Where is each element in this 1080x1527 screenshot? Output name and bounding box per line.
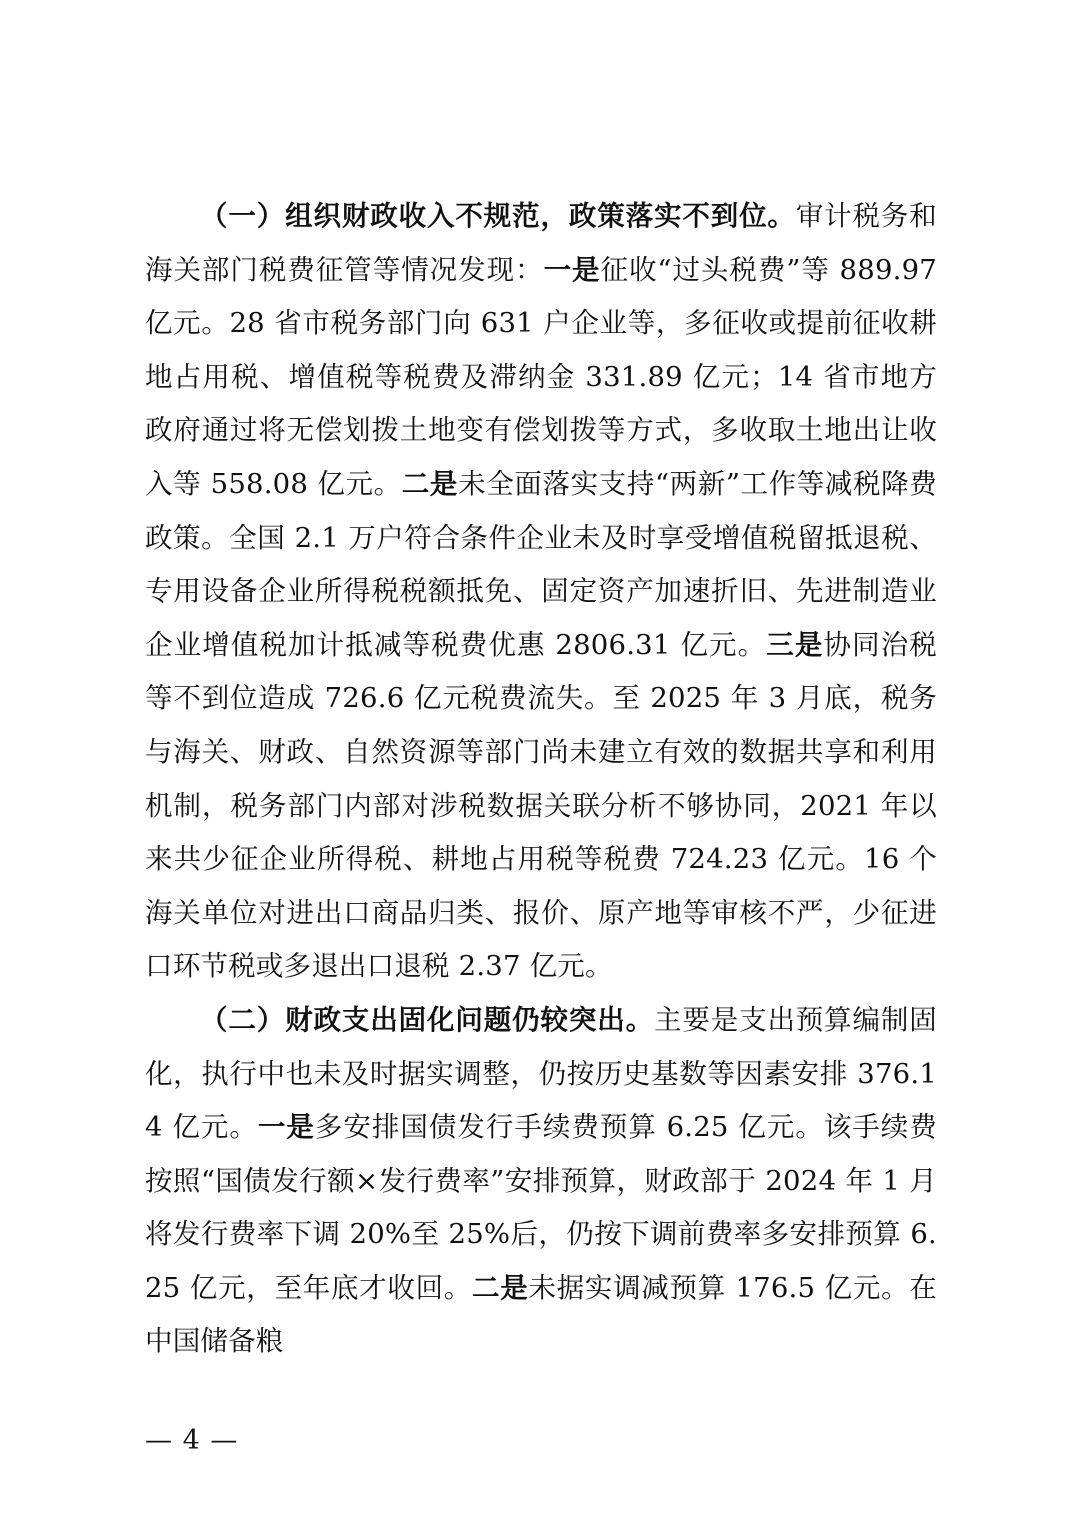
paragraph-1-text-4: 协同治税等不到位造成 726.6 亿元税费流失。至 2025 年 3 月底，税务与海关、财政、自然资源等部门尚未建立有效的数据共享和利用机制，税务部门内部对涉税数据关联分析不够协同，2021 年以来共少征企业所得税、耕地占用税等税费 724.23 亿元。16 个海关单位对进出口商品归类、报价、原产地等审核不严，少征进口环节税或多退出口退税 2.37 亿元。 [145,628,937,983]
paragraph-2-text-2: 多安排国债发行手续费预算 6.25 亿元。该手续费按照“国债发行额×发行费率”安排预算，财政部于 2024 年 1 月将发行费率下调 20%至 25%后，仍按下调前费率多安排预算 6.25 亿元，至年底才收回。 [145,1111,937,1304]
paragraph-1-text-3: 未全面落实支持“两新”工作等减税降费政策。全国 2.1 万户符合条件企业未及时享受增值税留抵退税、专用设备企业所得税税额抵免、固定资产加速折旧、先进制造业企业增值税加计抵减等税费优惠 2806.31 亿元。 [145,467,938,661]
paragraph-2-point-1: 一是 [257,1111,315,1144]
paragraph-1-text-1: 审计税务和海关部门税费征管等情况发现： [145,200,937,286]
paragraph-2-point-2: 二是 [472,1271,529,1304]
paragraph-2-text-3: 未据实调减预算 176.5 亿元。在中国储备粮 [145,1271,937,1358]
document-body [145,190,937,1369]
paragraph-2-text-1: 主要是支出预算编制固化，执行中也未及时据实调整，仍按历史基数等因素安排 376.14 亿元。 [145,1003,937,1144]
page-number: — 4 — [145,1425,239,1456]
paragraph-2 [145,994,937,1369]
paragraph-1-point-1: 一是 [543,253,601,286]
paragraph-1-text-2: 征收“过头税费”等 889.97 亿元。28 省市税务部门向 631 户企业等，多征收或提前征收耕地占用税、增值税等税费及滞纳金 331.89 亿元；14 省市地方政府通过将无偿划拨土地变有偿划拨等方式，多收取土地出让收入等 558.08 亿元。 [145,253,937,500]
section-heading-2: （二）财政支出固化问题仍较突出。 [200,1003,654,1036]
section-heading-1: （一）组织财政收入不规范，政策落实不到位。 [200,200,796,232]
paragraph-1-point-3: 三是 [766,628,824,661]
paragraph-1-point-2: 二是 [401,467,459,500]
paragraph-1 [145,190,937,994]
